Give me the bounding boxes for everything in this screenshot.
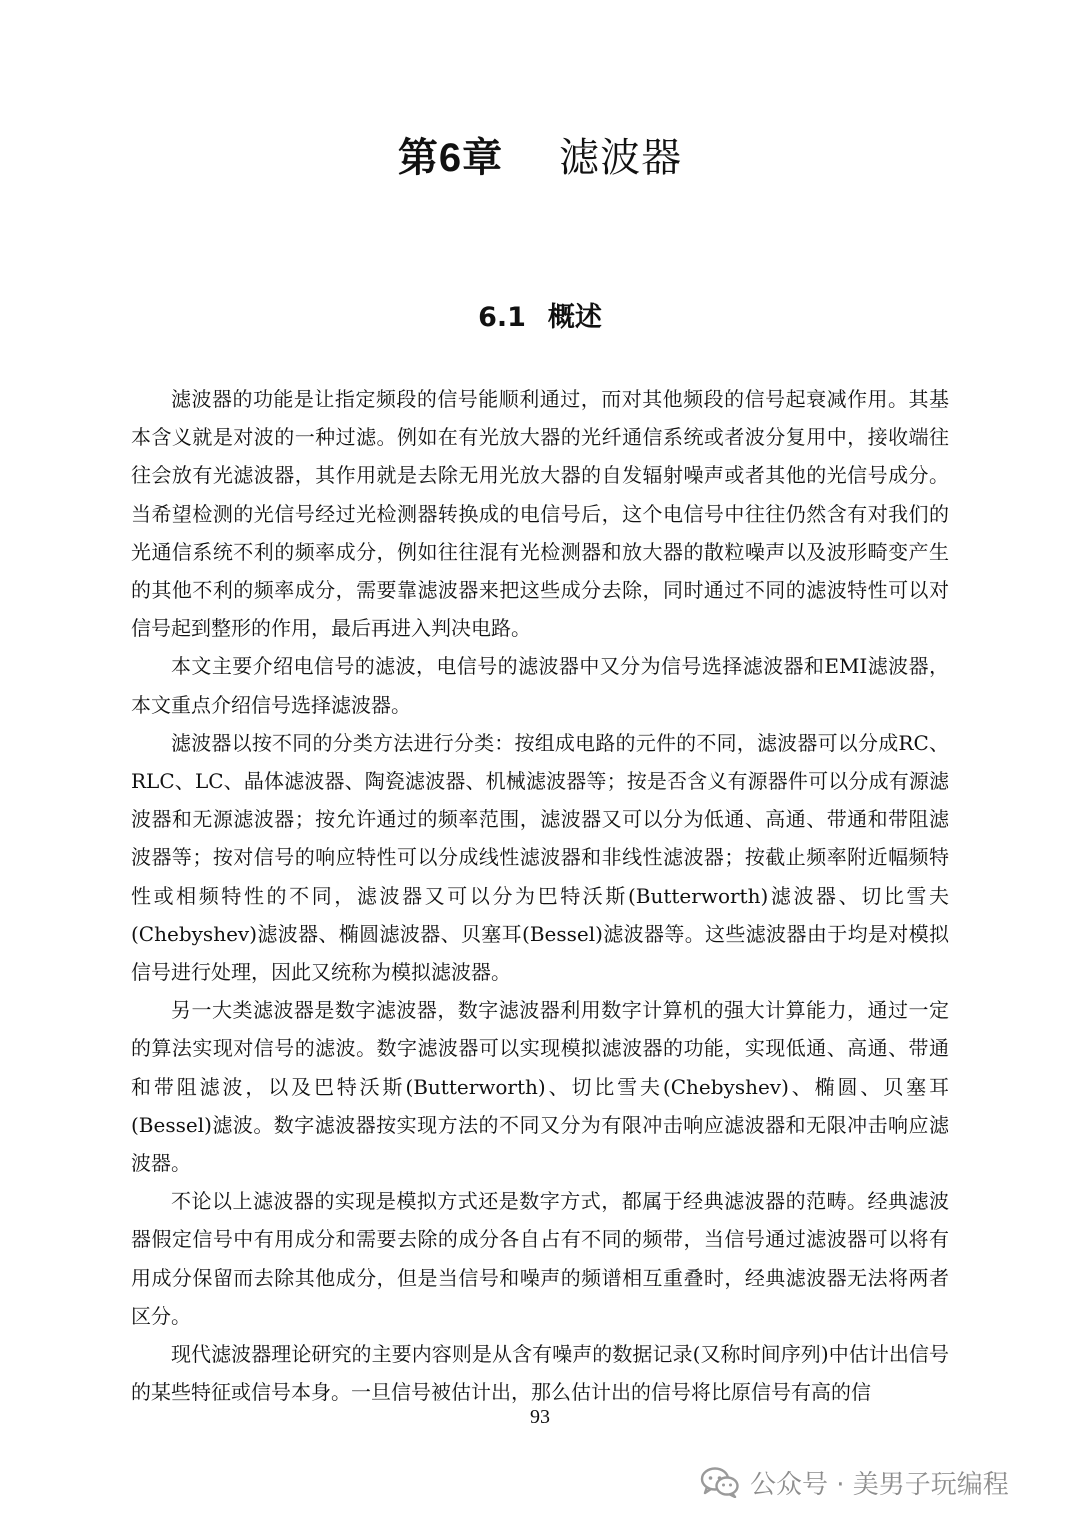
chapter-heading [0,128,1080,188]
paragraph-5: 不论以上滤波器的实现是模拟方式还是数字方式，都属于经典滤波器的范畴。经典滤波器假定信号中有用成分和需要去除的成分各自占有不同的频带，当信号通过滤波器可以将有用成分保留而去除其他成分，但是当信号和噪声的频谱相互重叠时，经典滤波器无法将两者区分。 [131,1189,949,1328]
paragraph-1: 滤波器的功能是让指定频段的信号能顺利通过，而对其他频段的信号起衰减作用。其基本含义就是对波的一种过滤。例如在有光放大器的光纤通信系统或者波分复用中，接收端往往会放有光滤波器，其作用就是去除无用光放大器的自发辐射噪声或者其他的光信号成分。当希望检测的光信号经过光检测器转换成的电信号后，这个电信号中往往仍然含有对我们的光通信系统不利的频率成分，例如往往混有光检测器和放大器的散粒噪声以及波形畸变产生的其他不利的频率成分，需要靠滤波器来把这些成分去除，同时通过不同的滤波特性可以对信号起到整形的作用，最后再进入判决电路。 [131,387,949,641]
chapter-number: 第6章 [397,136,504,180]
paragraph-4: 另一大类滤波器是数字滤波器，数字滤波器利用数字计算机的强大计算能力，通过一定的算法实现对信号的滤波。数字滤波器可以实现模拟滤波器的功能，实现低通、高通、带通和带阻滤波，以及巴特沃斯(Butterworth)、切比雪夫(Chebyshev)、椭圆、贝塞耳(Bessel)滤波。数字滤波器按实现方法的不同又分为有限冲击响应滤波器和无限冲击响应滤波器。 [131,998,949,1176]
page-number: 93 [530,1406,550,1428]
section-title: 概述 [547,302,602,333]
paragraph-3: 滤波器以按不同的分类方法进行分类：按组成电路的元件的不同，滤波器可以分成RC、RLC、LC、晶体滤波器、陶瓷滤波器、机械滤波器等；按是否含义有源器件可以分成有源滤波器和无源滤波器；按允许通过的频率范围，滤波器又可以分为低通、高通、带通和带阻滤波器等；按对信号的响应特性可以分成线性滤波器和非线性滤波器；按截止频率附近幅频特性或相频特性的不同，滤波器又可以分为巴特沃斯(Butterworth)滤波器、切比雪夫(Chebyshev)滤波器、椭圆滤波器、贝塞耳(Bessel)滤波器等。这些滤波器由于均是对模拟信号进行处理，因此又统称为模拟滤波器。 [131,730,949,985]
watermark-text: 公众号 · 美男子玩编程 [750,1469,1009,1500]
section-heading [0,296,1080,340]
watermark [700,1462,1009,1502]
chapter-title: 滤波器 [559,135,683,181]
section-number: 6.1 [478,302,526,333]
body-text [131,380,949,1411]
paragraph-2: 本文主要介绍电信号的滤波，电信号的滤波器中又分为信号选择滤波器和EMI滤波器，本文重点介绍信号选择滤波器。 [131,654,949,717]
paragraph-6: 现代滤波器理论研究的主要内容则是从含有噪声的数据记录(又称时间序列)中估计出信号的某些特征或信号本身。一旦信号被估计出，那么估计出的信号将比原信号有高的信 [131,1342,949,1405]
wechat-icon [700,1466,740,1498]
